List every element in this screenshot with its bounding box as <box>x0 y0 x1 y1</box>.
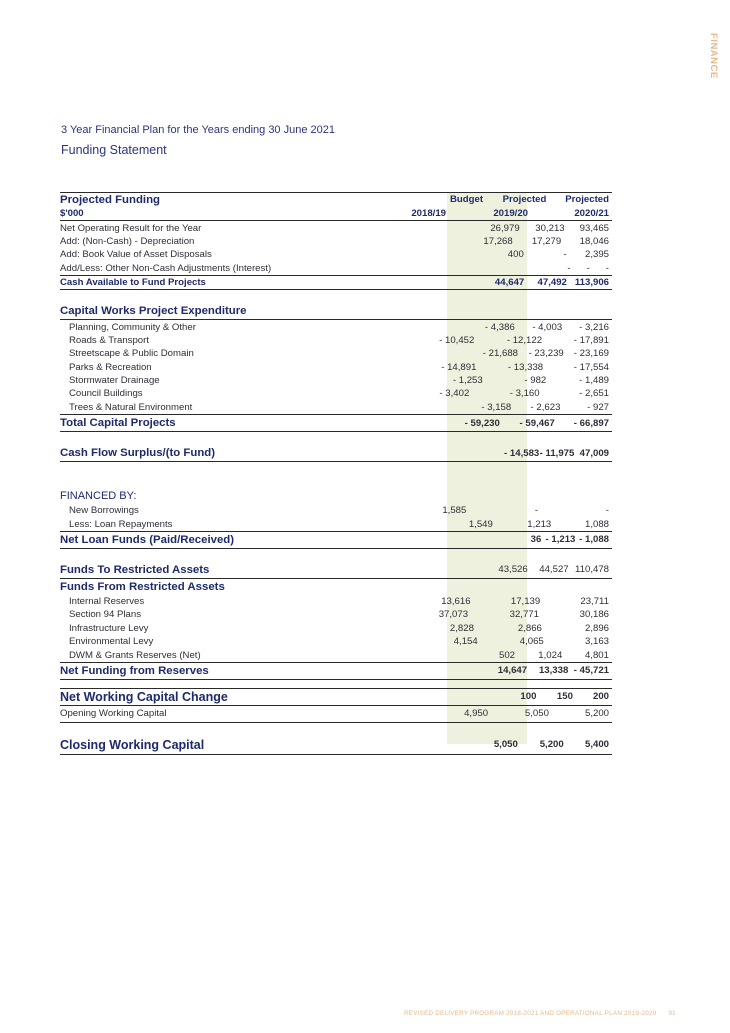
col3-header: Projected <box>565 194 609 206</box>
value-2020-21: - 927 <box>587 401 609 413</box>
row-label: Council Buildings <box>69 388 143 400</box>
value-2019-20: 17,279 <box>531 235 562 247</box>
value-2020-21: - 66,897 <box>573 417 609 429</box>
value-2020-21: 110,478 <box>575 564 609 576</box>
value-2019-20: 1,024 <box>538 649 563 661</box>
table-row <box>60 248 612 261</box>
value-2020-21: - 1,088 <box>579 534 609 546</box>
value-2020-21: - <box>605 262 609 274</box>
col2-header: Projected <box>502 194 547 206</box>
row-label: Opening Working Capital <box>60 708 167 720</box>
row-label: Roads & Transport <box>69 334 149 346</box>
value-2019-20: - 13,338 <box>507 361 544 373</box>
col1-year: 2018/19 <box>411 207 446 219</box>
table-row <box>60 517 612 530</box>
table-row <box>60 334 612 347</box>
cash-available-row <box>60 275 612 290</box>
value-2018-19: - 3,402 <box>439 388 470 400</box>
capex-rows <box>60 320 612 414</box>
value-2018-19: 400 <box>507 249 524 261</box>
table-row <box>60 635 612 648</box>
opening-wc-row <box>60 706 612 723</box>
row-label: Add: Book Value of Asset Disposals <box>60 249 212 261</box>
value-2019-20: - <box>586 262 590 274</box>
value-2018-19: 1,585 <box>442 505 467 517</box>
row-label: Net Funding from Reserves <box>60 664 209 677</box>
value-2018-19: 17,268 <box>483 235 513 247</box>
row-label: Environmental Levy <box>69 636 154 648</box>
value-2020-21: 3,163 <box>584 636 609 648</box>
value-2020-21: 200 <box>592 691 609 703</box>
spacer <box>60 290 612 303</box>
section-title: Capital Works Project Expenditure <box>60 305 247 318</box>
value-2020-21: 93,465 <box>579 222 609 234</box>
value-2020-21: 18,046 <box>579 235 609 247</box>
value-2019-20: - <box>534 505 539 517</box>
value-2020-21: - 45,721 <box>573 665 609 677</box>
value-2018-19: 502 <box>499 649 516 661</box>
value-2020-21: - 1,489 <box>579 375 609 387</box>
value-2018-19: 37,073 <box>438 609 469 621</box>
value-2020-21: - 23,169 <box>573 348 609 360</box>
funding-statement-table <box>60 192 612 755</box>
value-2018-19: 4,154 <box>453 636 478 648</box>
value-2019-20: - 2,623 <box>530 401 561 413</box>
value-2020-21: - <box>605 505 609 517</box>
table-row <box>60 387 612 400</box>
value-2018-19: - <box>567 262 571 274</box>
value-2018-19: 13,616 <box>441 596 471 608</box>
spacer <box>60 723 612 736</box>
section-tab: FINANCE <box>708 33 719 79</box>
value-2020-21: - 17,891 <box>573 334 609 346</box>
plan-heading: 3 Year Financial Plan for the Years ending 30 June 2021 <box>61 124 335 136</box>
value-2018-19: 2,828 <box>449 622 474 634</box>
value-2018-19: 43,526 <box>498 564 528 576</box>
value-2020-21: - 17,554 <box>573 361 609 373</box>
row-label: Add: (Non-Cash) - Depreciation <box>60 235 195 247</box>
financed-rows <box>60 504 612 531</box>
value-2018-19: 26,979 <box>490 222 520 234</box>
value-2018-19: 14,647 <box>497 665 528 677</box>
value-2019-20: - <box>563 249 567 261</box>
value-2019-20: - 982 <box>524 375 547 387</box>
row-label: Stormwater Drainage <box>69 375 160 387</box>
table-row <box>60 622 612 635</box>
table-row <box>60 361 612 374</box>
funding-rows <box>60 221 612 275</box>
value-2018-19: - 59,230 <box>464 417 500 429</box>
capex-title-row <box>60 303 612 320</box>
row-label: Net Operating Result for the Year <box>60 222 202 234</box>
value-2018-19: - 3,158 <box>481 401 512 413</box>
row-label: Section 94 Plans <box>69 609 141 621</box>
value-2018-19: - 4,386 <box>484 321 515 333</box>
value-2020-21: 47,009 <box>579 447 609 459</box>
value-2019-20: 44,527 <box>539 564 569 576</box>
col3-year: 2020/21 <box>574 207 609 219</box>
row-label: DWM & Grants Reserves (Net) <box>69 649 201 661</box>
row-label: Closing Working Capital <box>60 737 205 752</box>
closing-wc-row <box>60 736 612 755</box>
value-2019-20: 47,492 <box>537 277 567 289</box>
section-title: FINANCED BY: <box>60 490 137 503</box>
unit-label: $'000 <box>60 207 84 219</box>
row-label: Less: Loan Repayments <box>69 518 173 530</box>
spacer <box>60 462 612 488</box>
table-row <box>60 374 612 387</box>
table-header-row <box>60 192 612 206</box>
nwc-change-row <box>60 688 612 706</box>
table-row <box>60 504 612 517</box>
value-2019-20: - 1,213 <box>545 534 576 546</box>
table-row <box>60 320 612 333</box>
value-2019-20: 17,139 <box>510 596 541 608</box>
row-label: Internal Reserves <box>69 596 145 608</box>
row-label: Funds To Restricted Assets <box>60 563 210 576</box>
table-row <box>60 347 612 360</box>
row-label: Streetscape & Public Domain <box>69 348 194 360</box>
row-label: Infrastructure Levy <box>69 622 149 634</box>
value-2018-19: - 21,688 <box>482 348 518 360</box>
value-2018-19: 36 <box>530 534 542 546</box>
value-2019-20: 1,213 <box>527 518 552 530</box>
value-2019-20: 2,866 <box>517 622 542 634</box>
spacer <box>60 549 612 562</box>
row-label: Cash Flow Surplus/(to Fund) <box>60 447 216 460</box>
row-label: Planning, Community & Other <box>69 321 196 333</box>
value-2020-21: 23,711 <box>580 596 609 608</box>
value-2020-21: 1,088 <box>584 518 609 530</box>
value-2018-19: - 14,583 <box>504 447 540 459</box>
value-2020-21: - 2,651 <box>579 388 609 400</box>
table-row <box>60 648 612 661</box>
value-2018-19: 5,050 <box>493 739 518 751</box>
value-2020-21: 5,400 <box>584 739 609 751</box>
col1-header: Budget <box>449 194 484 206</box>
value-2019-20: - 59,467 <box>519 417 555 429</box>
table-row <box>60 595 612 608</box>
total-capital-row <box>60 414 612 432</box>
value-2019-20: - 12,122 <box>506 334 543 346</box>
value-2020-21: 4,801 <box>584 649 609 661</box>
section-title: Funds From Restricted Assets <box>60 580 225 593</box>
value-2019-20: - 3,160 <box>509 388 540 400</box>
row-label: Total Capital Projects <box>60 417 176 430</box>
value-2018-19: - 10,452 <box>439 334 475 346</box>
value-2020-21: 2,395 <box>584 249 609 261</box>
value-2019-20: 150 <box>556 691 573 703</box>
value-2020-21: 113,906 <box>574 277 609 289</box>
spacer <box>60 680 612 688</box>
table-row <box>60 262 612 275</box>
net-funding-row <box>60 662 612 680</box>
value-2020-21: 30,186 <box>579 609 609 621</box>
value-2018-19: 100 <box>520 691 537 703</box>
value-2019-20: 5,050 <box>524 708 549 720</box>
row-label: Trees & Natural Environment <box>69 401 193 413</box>
table-row <box>60 608 612 621</box>
col2-year: 2019/20 <box>493 207 528 219</box>
table-row <box>60 235 612 248</box>
spacer <box>60 432 612 445</box>
value-2019-20: - 4,003 <box>532 321 563 333</box>
table-row <box>60 221 612 234</box>
row-label: Cash Available to Fund Projects <box>60 277 206 289</box>
row-label: New Borrowings <box>69 505 139 517</box>
value-2020-21: - 3,216 <box>579 321 609 333</box>
value-2019-20: 13,338 <box>538 665 569 677</box>
page-footer <box>404 1010 676 1017</box>
table-title: Projected Funding <box>60 193 160 206</box>
financed-title-row <box>60 488 612 504</box>
table-row <box>60 401 612 414</box>
value-2019-20: 32,771 <box>509 609 539 621</box>
row-label: Net Loan Funds (Paid/Received) <box>60 533 235 546</box>
value-2018-19: 4,950 <box>464 708 489 720</box>
value-2019-20: - 11,975 <box>539 447 575 459</box>
footer-text: REVISED DELIVERY PROGRAM 2018-2021 AND OPERATIONAL PLAN 2019-2020 <box>404 1010 657 1017</box>
value-2019-20: 5,200 <box>539 739 564 751</box>
value-2019-20: 30,213 <box>535 222 565 234</box>
page-number: 91 <box>668 1010 676 1017</box>
cash-flow-row <box>60 445 612 462</box>
net-loan-row <box>60 531 612 549</box>
table-subheader-row <box>60 206 612 221</box>
value-2020-21: 5,200 <box>584 708 609 720</box>
statement-heading: Funding Statement <box>61 143 167 157</box>
value-2018-19: 1,549 <box>468 518 493 530</box>
value-2019-20: 4,065 <box>519 636 544 648</box>
value-2018-19: 44,647 <box>494 277 525 289</box>
row-label: Net Working Capital Change <box>60 689 228 704</box>
row-label: Parks & Recreation <box>69 361 152 373</box>
funds-from-title-row <box>60 579 612 595</box>
funds-to-row <box>60 562 612 579</box>
funds-from-rows <box>60 595 612 662</box>
row-label: Add/Less: Other Non-Cash Adjustments (Interest) <box>60 262 272 274</box>
value-2020-21: 2,896 <box>584 622 609 634</box>
value-2019-20: - 23,239 <box>528 348 564 360</box>
value-2018-19: - 1,253 <box>452 375 483 387</box>
value-2018-19: - 14,891 <box>441 361 477 373</box>
